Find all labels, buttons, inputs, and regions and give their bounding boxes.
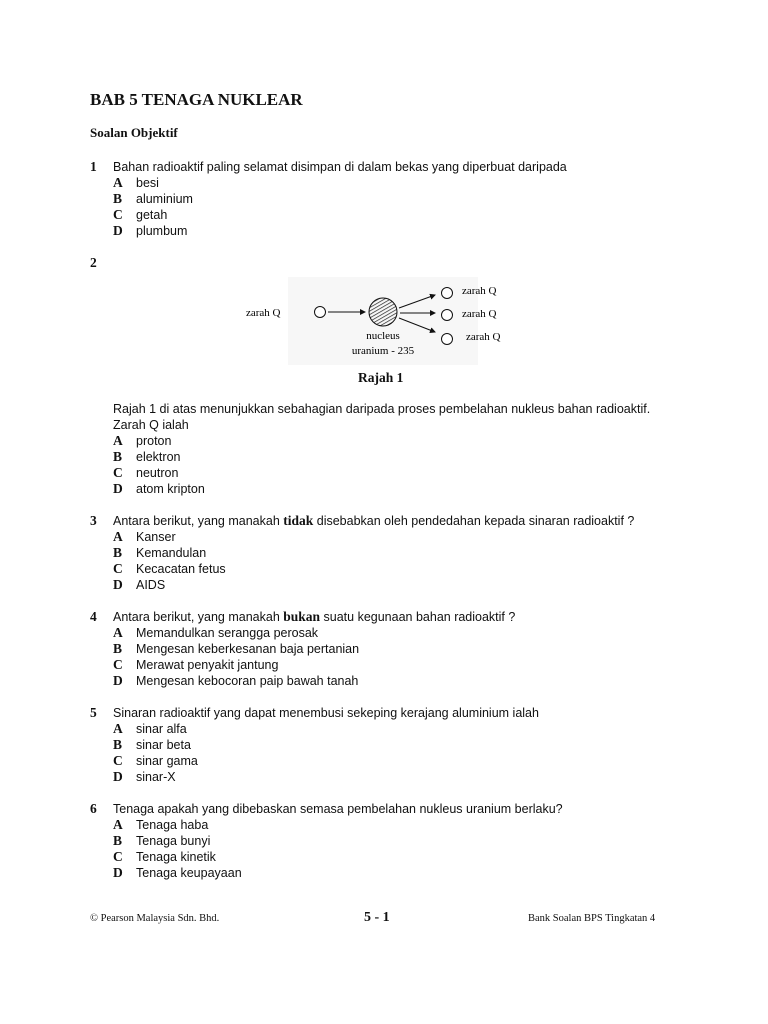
option-text: sinar-X (136, 770, 176, 784)
question-text-part: Antara berikut, yang manakah (113, 610, 284, 624)
question-5 (90, 705, 690, 785)
nucleus-label-isotope: uranium - 235 (351, 345, 415, 357)
question-text-part: suatu kegunaan bahan radioaktif ? (320, 610, 516, 624)
option-text: sinar alfa (136, 722, 187, 736)
option-b (113, 545, 690, 561)
option-letter: B (113, 833, 123, 848)
question-4 (90, 609, 690, 689)
question-text (113, 609, 690, 625)
option-text: elektron (136, 450, 181, 464)
option-a (113, 529, 690, 545)
option-text: Kemandulan (136, 546, 207, 560)
option-text: Tenaga kinetik (136, 850, 216, 864)
question-text: Zarah Q ialah (113, 418, 189, 432)
product-particle (442, 310, 453, 321)
option-text: Merawat penyakit jantung (136, 658, 279, 672)
chapter-title: BAB 5 TENAGA NUKLEAR (90, 90, 303, 109)
option-text: plumbum (136, 224, 188, 238)
product-particle (442, 334, 453, 345)
question-text: Bahan radioaktif paling selamat disimpan di dalam bekas yang diperbuat daripada (113, 160, 567, 174)
option-letter: C (113, 561, 123, 576)
question-text-part: Antara berikut, yang manakah (113, 514, 284, 528)
option-d (113, 673, 690, 689)
option-a (113, 721, 690, 737)
footer-book-title: Bank Soalan BPS Tingkatan 4 (528, 913, 656, 924)
question-1 (90, 159, 690, 239)
option-text: Tenaga keupayaan (136, 866, 242, 880)
figure-caption: Rajah 1 (358, 370, 404, 385)
incoming-particle (315, 307, 326, 318)
option-letter: A (113, 529, 123, 544)
uranium-nucleus (369, 298, 397, 326)
option-letter: A (113, 721, 123, 736)
option-letter: D (113, 577, 123, 592)
option-a (113, 433, 690, 449)
option-text: sinar gama (136, 754, 198, 768)
product-particle (442, 288, 453, 299)
page-number: 5 - 1 (364, 910, 390, 925)
question-text: Sinaran radioaktif yang dapat menembusi sekeping kerajang aluminium ialah (113, 706, 539, 720)
option-text: proton (136, 434, 172, 448)
option-text: Tenaga bunyi (136, 834, 211, 848)
emphasis-word: bukan (283, 609, 321, 624)
option-text: aluminium (136, 192, 193, 206)
option-c (113, 561, 690, 577)
option-a (113, 625, 690, 641)
question-6 (90, 801, 690, 881)
question-number: 2 (90, 255, 97, 270)
option-text: Mengesan keberkesanan baja pertanian (136, 642, 360, 656)
option-letter: D (113, 481, 123, 496)
product-label: zarah Q (462, 285, 497, 297)
question-3 (90, 513, 690, 593)
fission-diagram (230, 277, 530, 367)
option-d (113, 481, 690, 497)
option-letter: B (113, 545, 123, 560)
option-d (113, 223, 690, 239)
question-text: Rajah 1 di atas menunjukkan sebahagian daripada proses pembelahan nukleus bahan radioaktif. (113, 402, 651, 416)
option-c (113, 753, 690, 769)
option-letter: B (113, 191, 123, 206)
option-letter: D (113, 223, 123, 238)
option-letter: B (113, 449, 123, 464)
option-text: atom kripton (136, 482, 205, 496)
nucleus-label: nucleus (366, 330, 400, 342)
question-number: 5 (90, 705, 97, 720)
question-2 (90, 401, 690, 497)
option-letter: B (113, 737, 123, 752)
option-letter: D (113, 769, 123, 784)
footer-copyright: © Pearson Malaysia Sdn. Bhd. (90, 913, 220, 924)
option-b (113, 833, 690, 849)
option-b (113, 641, 690, 657)
question-text-part: disebabkan oleh pendedahan kepada sinaran radioaktif ? (313, 514, 635, 528)
option-a (113, 175, 690, 191)
option-letter: C (113, 465, 123, 480)
emphasis-word: tidak (283, 513, 314, 528)
option-d (113, 769, 690, 785)
option-a (113, 817, 690, 833)
option-text: besi (136, 176, 159, 190)
option-letter: A (113, 433, 123, 448)
option-letter: A (113, 625, 123, 640)
option-text: neutron (136, 466, 179, 480)
option-letter: A (113, 817, 123, 832)
option-c (113, 207, 690, 223)
option-text: Memandulkan serangga perosak (136, 626, 319, 640)
option-letter: B (113, 641, 123, 656)
option-b (113, 191, 690, 207)
option-letter: C (113, 753, 123, 768)
option-c (113, 849, 690, 865)
option-d (113, 865, 690, 881)
question-text: Tenaga apakah yang dibebaskan semasa pembelahan nukleus uranium berlaku? (113, 802, 563, 816)
option-b (113, 737, 690, 753)
option-text: Kecacatan fetus (136, 562, 226, 576)
option-text: Kanser (136, 530, 176, 544)
question-number: 4 (90, 609, 97, 624)
option-letter: C (113, 849, 123, 864)
option-letter: C (113, 207, 123, 222)
incoming-particle-label: zarah Q (246, 307, 281, 319)
option-text: Tenaga haba (136, 818, 209, 832)
option-text: Mengesan kebocoran paip bawah tanah (136, 674, 359, 688)
option-letter: A (113, 175, 123, 190)
question-text (113, 513, 690, 529)
option-b (113, 449, 690, 465)
question-number: 3 (90, 513, 97, 528)
option-c (113, 657, 690, 673)
option-letter: D (113, 865, 123, 880)
option-letter: C (113, 657, 123, 672)
question-number: 6 (90, 801, 97, 816)
option-text: getah (136, 208, 168, 222)
option-text: AIDS (136, 578, 166, 592)
option-c (113, 465, 690, 481)
product-label: zarah Q (466, 331, 501, 343)
option-text: sinar beta (136, 738, 191, 752)
section-subtitle: Soalan Objektif (90, 125, 178, 140)
question-number: 1 (90, 159, 97, 174)
option-letter: D (113, 673, 123, 688)
product-label: zarah Q (462, 308, 497, 320)
option-d (113, 577, 690, 593)
